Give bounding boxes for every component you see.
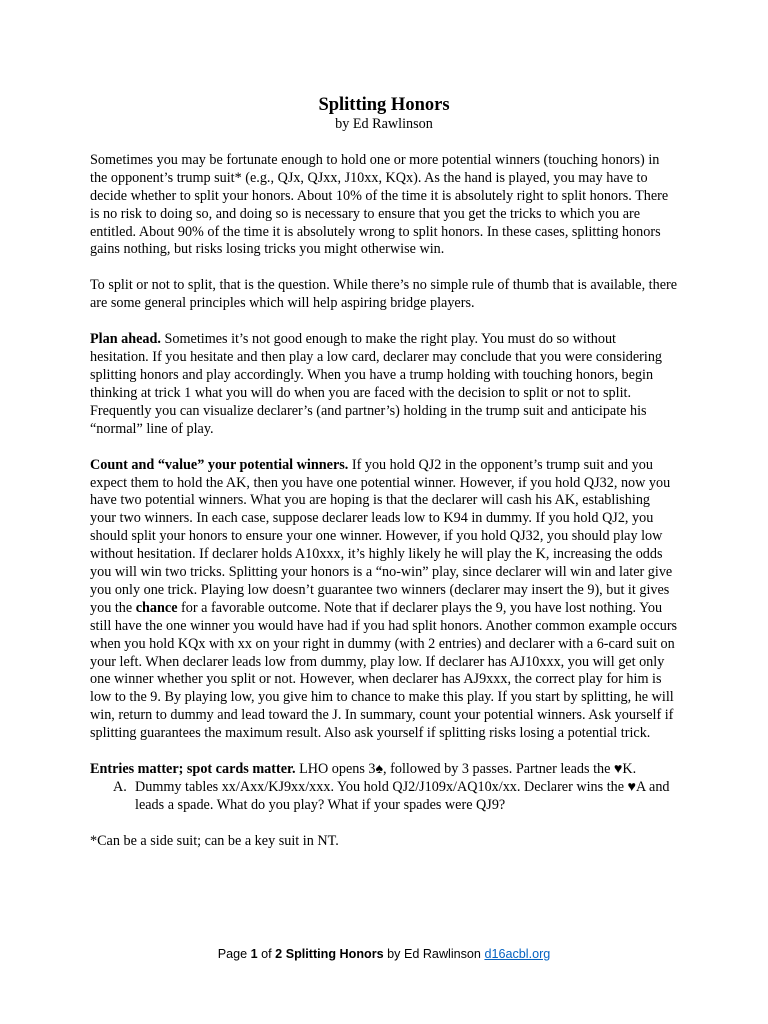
list-item xyxy=(90,779,678,815)
chance-emphasis: chance xyxy=(135,599,178,616)
footer-site-link[interactable]: d16acbl.org xyxy=(484,947,551,961)
entries-heading: Entries matter; spot cards matter. xyxy=(90,761,296,778)
document-byline: by Ed Rawlinson xyxy=(335,116,433,132)
footnote: *Can be a side suit; can be a key suit in NT. xyxy=(90,832,339,849)
document-title: Splitting Honors xyxy=(318,95,450,115)
count-value-paragraph xyxy=(90,457,678,744)
document-page xyxy=(90,94,678,869)
count-value-text-1: If you hold QJ2 in the opponent’s trump suit and you expect them to hold the AK, then you have one potential winner. However, if you hold QJ32, now you have two potential winners. What you are hoping is that the declarer will cash his AK, establishing your two winners. In each case, suppose declarer leads low to K94 in dummy. If you hold QJ2, you should split your honors to ensure your one winner. However, if you hold QJ32, you should play low without hesitation. If declarer holds A10xxx, it’s highly likely he will play the K, increasing the odds you will win two tricks. Splitting your honors is a “no-win” play, since declarer will win and later give you only one trick. Playing low doesn’t guarantee two winners (declarer may insert the 9), but it gives you the xyxy=(90,456,673,616)
footer-page-number: 1 xyxy=(250,947,258,961)
footer-author: by Ed Rawlinson xyxy=(383,947,485,961)
count-value-heading: Count and “value” your potential winners. xyxy=(90,456,349,473)
list-marker: A. xyxy=(113,779,127,795)
footer-total-pages: 2 xyxy=(275,947,283,961)
page-footer xyxy=(0,946,768,962)
list-item-text: Dummy tables xx/Axx/KJ9xx/xxx. You hold QJ2/J109x/AQ10x/xx. Declarer wins the ♥A and leads a spade. What do you play? What if your spades were QJ9? xyxy=(135,779,670,813)
plan-ahead-heading: Plan ahead. xyxy=(90,331,161,348)
intro-paragraph: Sometimes you may be fortunate enough to hold one or more potential winners (touching honors) in the opponent’s trump suit* (e.g., QJx, QJxx, J10xx, KQx). As the hand is played, you may have to decide whether to split your honors. About 10% of the time it is absolutely right to split honors. There is no risk to doing so, and doing so is necessary to ensure that you get the tricks to which you are entitled. About 90% of the time it is absolutely wrong to split honors. In these cases, splitting honors gains nothing, but risks losing tricks you might otherwise win. xyxy=(90,151,669,258)
plan-ahead-text: Sometimes it’s not good enough to make the right play. You must do so without hesitation. If you hesitate and then play a low card, declarer may conclude that you were considering splitting honors and play accordingly. When you have a trump holding with touching honors, begin thinking at trick 1 what you will do when you are faced with the decision to split or not to split. Frequently you can visualize declarer’s (and partner’s) holding in the trump suit and anticipate his “normal” line of play. xyxy=(90,331,663,437)
plan-ahead-paragraph xyxy=(90,331,678,438)
footer-of-word: of xyxy=(257,947,276,961)
count-value-text-2: for a favorable outcome. Note that if declarer plays the 9, you have lost nothing. You still have the one winner you would have had if you had split honors. Another common example occurs when you hold KQx with xx on your right in dummy (with 2 entries) and declarer with a 6-card suit on your left. When declarer leads low from dummy, play low. If declarer has AJ10xxx, you will get only one winner whether you split or not. However, when declarer has AJ9xxx, the correct play for him is low to the 9. By playing low, you give him to chance to make this play. If you start by splitting, he will win, return to dummy and lead toward the J. In summary, count your potential winners. Ask yourself if splitting guarantees the maximum result. Also ask yourself if splitting risks losing a potential trick. xyxy=(90,599,678,742)
footer-doc-title: Splitting Honors xyxy=(285,947,384,961)
question-paragraph: To split or not to split, that is the question. While there’s no simple rule of thumb that is available, there are some general principles which will help aspiring bridge players. xyxy=(90,277,678,312)
footer-page-word: Page xyxy=(217,947,251,961)
entries-text: LHO opens 3♠, followed by 3 passes. Partner leads the ♥K. xyxy=(295,761,637,778)
entries-paragraph xyxy=(90,761,678,779)
